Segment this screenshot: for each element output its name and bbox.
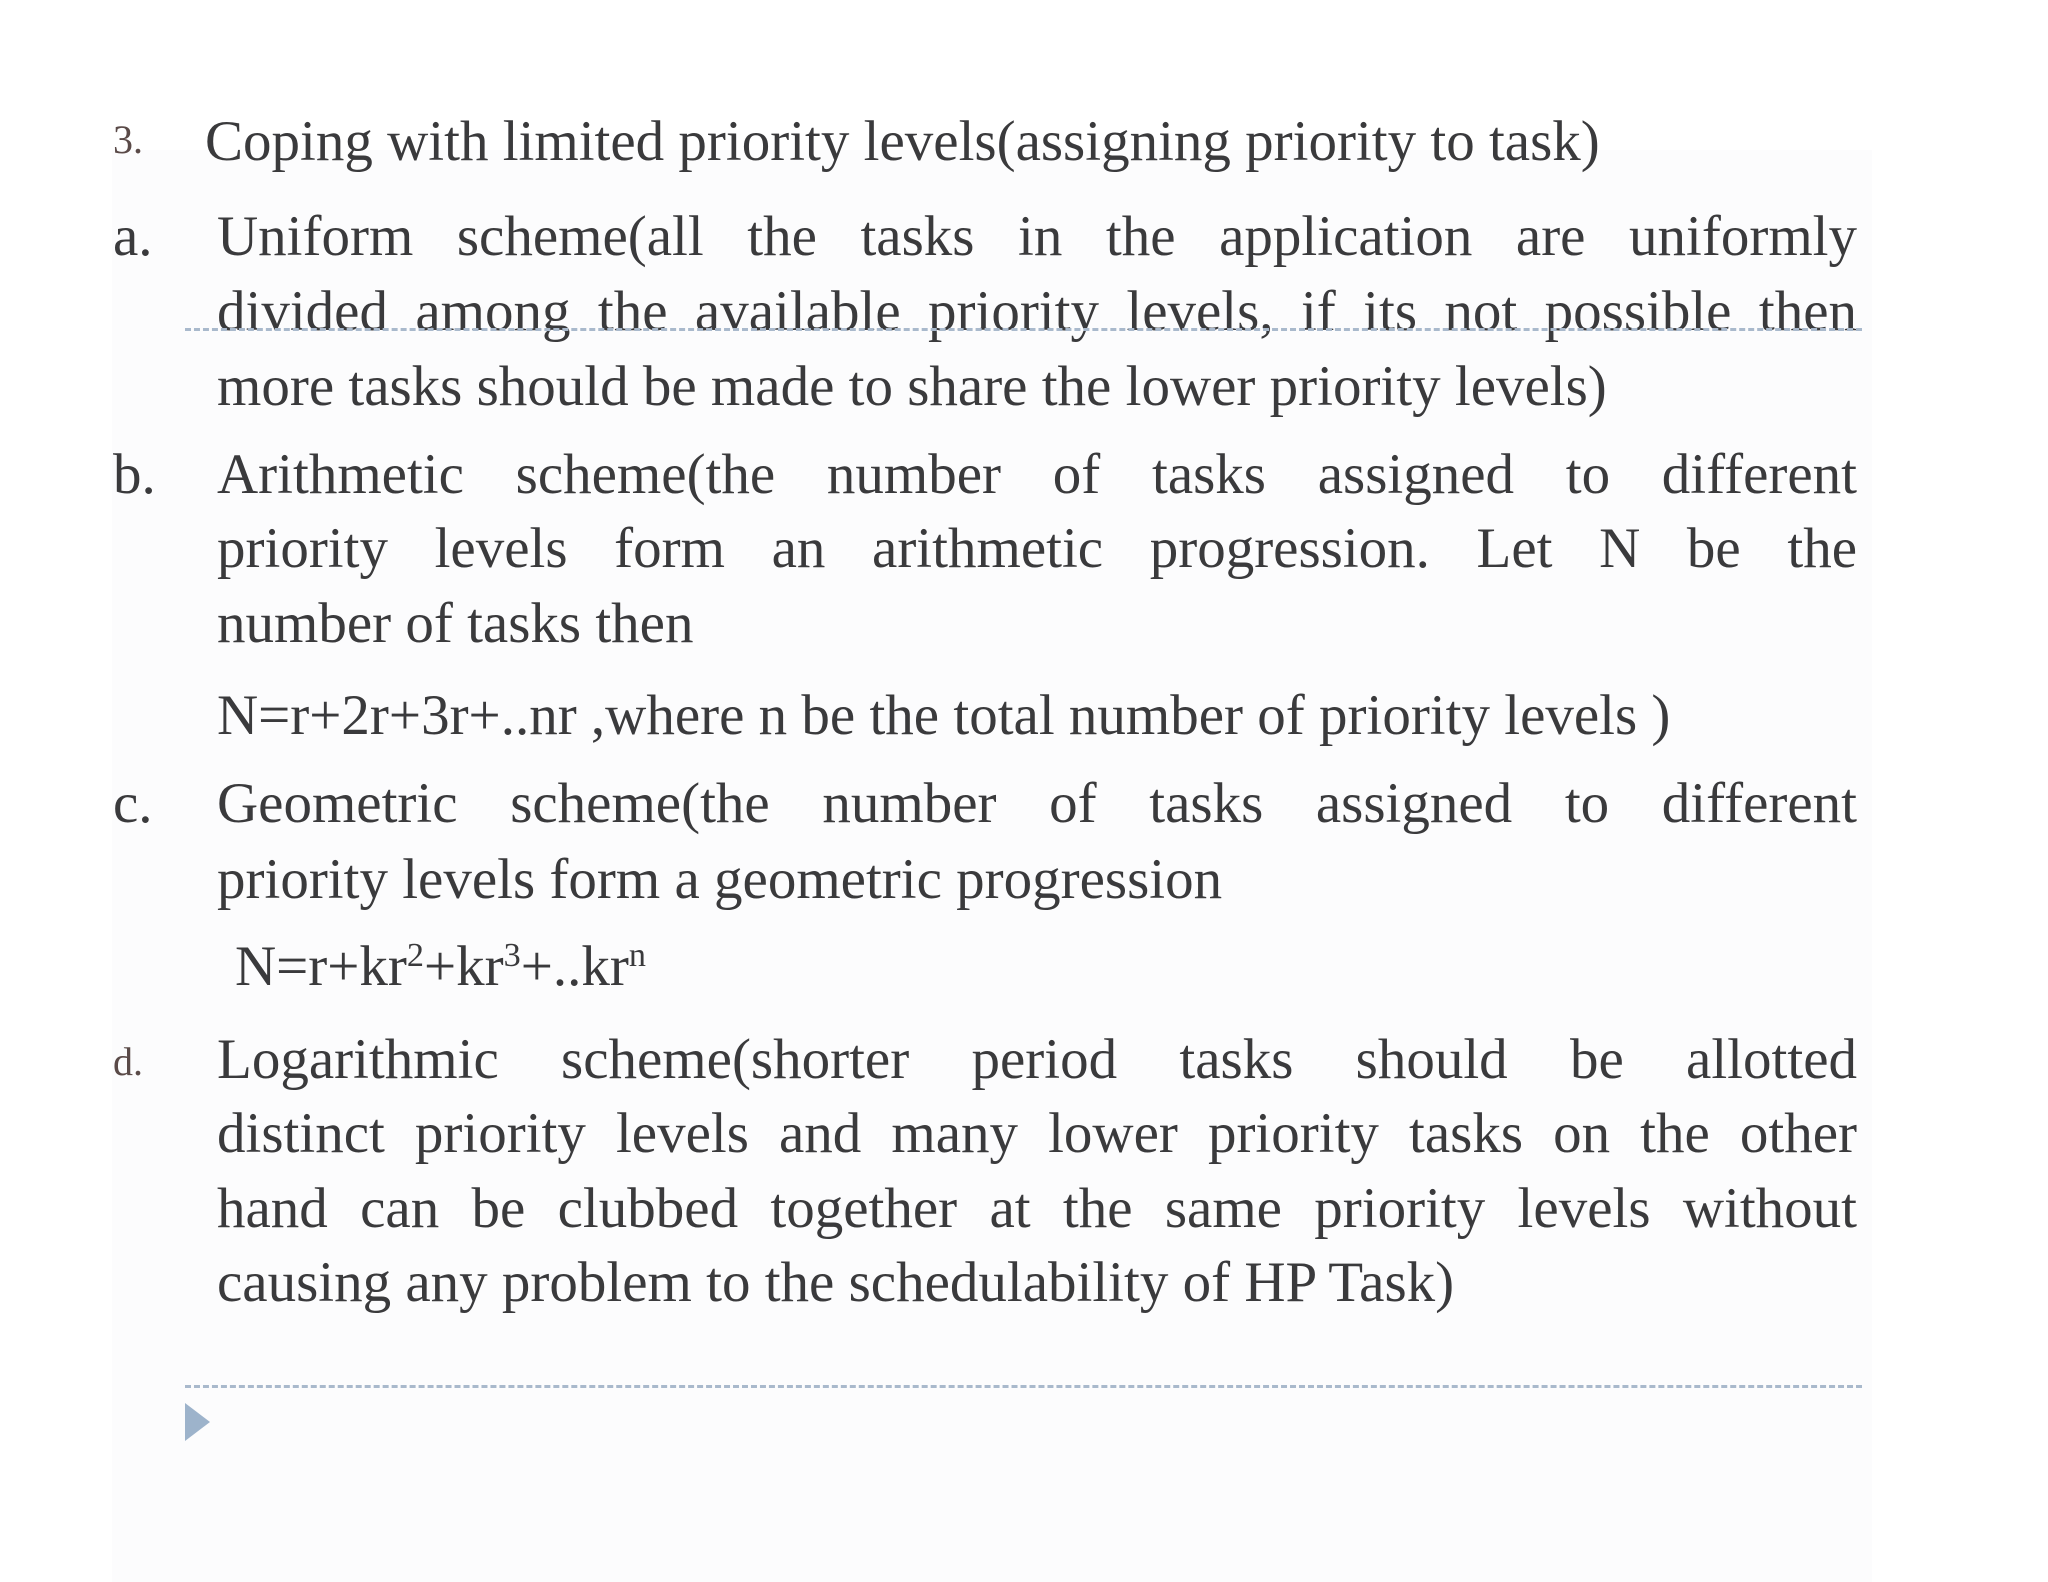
dashed-divider-upper: [185, 328, 1862, 331]
item-c-line-2: priority levels form a geometric progression: [217, 848, 1223, 911]
item-d-line-1: Logarithmic scheme(shorter period tasks should be allotted: [217, 1028, 1857, 1091]
heading-number: 3.: [113, 117, 143, 162]
item-b-label: b.: [113, 443, 156, 506]
formula-part: +kr: [424, 935, 504, 998]
item-b-line-2: priority levels form an arithmetic progression. Let N be the: [217, 517, 1857, 580]
item-b-text: [217, 443, 1857, 506]
item-d-line-4: causing any problem to the schedulability of HP Task): [217, 1251, 1455, 1314]
dashed-divider-footer: [185, 1385, 1862, 1388]
item-b-formula: N=r+2r+3r+..nr ,where n be the total number of priority levels ): [217, 684, 1671, 747]
heading-title: Coping with limited priority levels(assigning priority to task): [205, 110, 1600, 173]
item-b-line-1: Arithmetic scheme(the number of tasks assigned to different: [217, 443, 1857, 506]
item-d-text: [217, 1028, 1857, 1091]
item-c-label: c.: [113, 772, 153, 835]
formula-exponent: 3: [503, 937, 521, 975]
formula-part: +..kr: [520, 935, 629, 998]
item-d-text-3: [217, 1177, 1857, 1240]
item-d-label: d.: [113, 1039, 143, 1084]
item-d-text-2: [217, 1102, 1857, 1165]
item-a-label: a.: [113, 205, 153, 268]
item-a-line-1: Uniform scheme(all the tasks in the application are uniformly: [217, 205, 1857, 268]
item-c-text: [217, 772, 1857, 835]
item-d-line-2: distinct priority levels and many lower priority tasks on the other: [217, 1102, 1857, 1165]
formula-part: N=r+kr: [235, 935, 407, 998]
item-b-text-2: [217, 517, 1857, 580]
item-a-line-3: more tasks should be made to share the lower priority levels): [217, 355, 1607, 418]
item-c-line-1: Geometric scheme(the number of tasks assigned to different: [217, 772, 1857, 835]
play-triangle-icon: [185, 1403, 210, 1441]
item-a-text-2: [217, 280, 1857, 343]
formula-exponent: n: [628, 937, 646, 975]
item-b-line-3: number of tasks then: [217, 592, 694, 655]
item-a-line-2: divided among the available priority levels, if its not possible then: [217, 280, 1857, 343]
formula-exponent: 2: [406, 937, 425, 975]
item-c-formula: [235, 935, 646, 998]
item-a-text: [217, 205, 1857, 268]
item-d-line-3: hand can be clubbed together at the same priority levels without: [217, 1177, 1857, 1240]
